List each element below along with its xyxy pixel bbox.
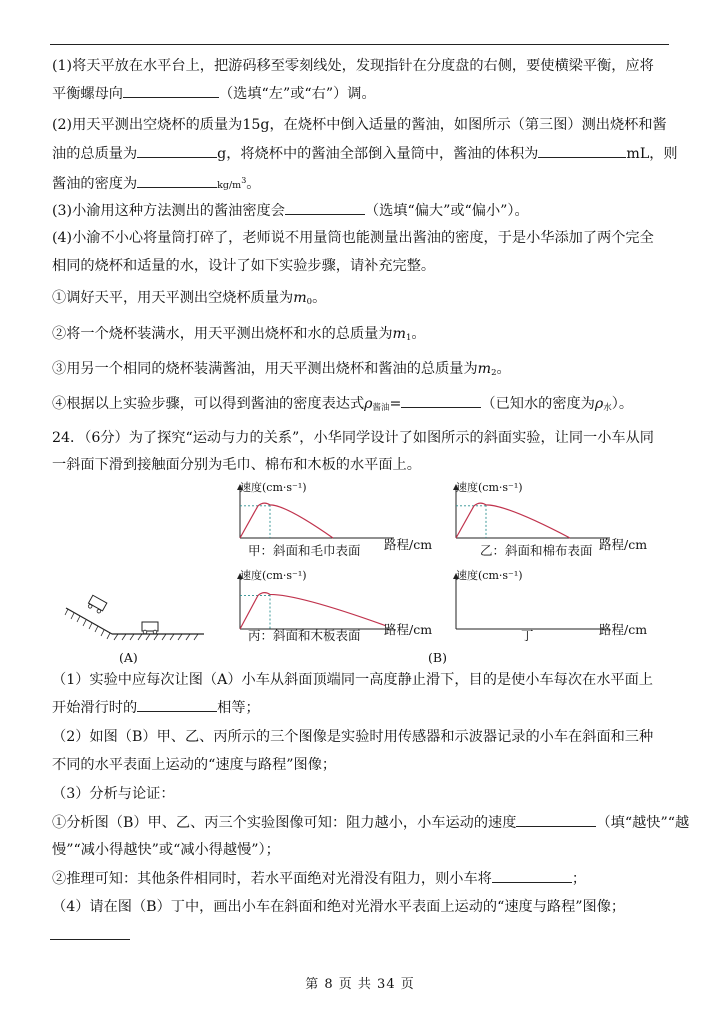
q23-step2: ②将一个烧杯装满水，用天平测出烧杯和水的总质量为$m_1$。 xyxy=(52,326,426,343)
y-axis-label: 速度(cm·s⁻¹) xyxy=(240,569,307,582)
series-incline-segment xyxy=(240,506,258,538)
answer-blank[interactable] xyxy=(516,812,596,827)
y-axis-label: 速度(cm·s⁻¹) xyxy=(240,481,307,494)
q23-part2-line1: (2)用天平测出空烧杯的质量为15g，在烧杯中倒入适量的酱油，如图所示（第三图）测出烧杯和酱 xyxy=(52,117,667,133)
answer-blank[interactable] xyxy=(401,393,481,408)
y-axis-label: 速度(cm·s⁻¹) xyxy=(456,569,523,582)
q24-part1-line2: 开始滑行时的 相等； xyxy=(52,697,672,718)
answer-blank[interactable] xyxy=(137,143,217,158)
q24-part1-line1: （1）实验中应每次让图（A）小车从斜面顶端同一高度静止滑下，目的是使小车每次在水平面上 xyxy=(52,672,653,688)
incline-surface xyxy=(66,608,112,634)
answer-blank[interactable] xyxy=(137,173,217,188)
x-axis-label: 路程/cm xyxy=(599,622,648,637)
q23-part2-line2: 油的总质量为 g，将烧杯中的酱油全部倒入量筒中，酱油的体积为 mL，则 xyxy=(52,143,672,164)
y-axis-label: 速度(cm·s⁻¹) xyxy=(456,481,523,494)
q24-part3-item1-line2: 慢”“减小得越快”或“减小得越慢”）； xyxy=(52,842,280,858)
x-axis-label: 路程/cm xyxy=(599,537,648,552)
chart-title: 乙：斜面和棉布表面 xyxy=(480,543,593,558)
q23-part4-line1: (4)小渝不小心将量筒打碎了，老师说不用量筒也能测量出酱油的密度，于是小华添加了两个完全 xyxy=(52,230,654,246)
figure-a-label: (A) xyxy=(119,650,138,665)
series-velocity-curve xyxy=(474,503,570,538)
q23-part4-line2: 相同的烧杯和适量的水，设计了如下实验步骤，请补充完整。 xyxy=(52,258,436,274)
q23-part3: (3)小渝用这种方法测出的酱油密度会 （选填“偏大”或“偏小”）。 xyxy=(52,200,672,221)
q24-intro-line2: 一斜面下滑到接触面分别为毛巾、棉布和木板的水平面上。 xyxy=(52,457,421,473)
q23-part1-line1: (1)将天平放在水平台上，把游码移至零刻线处，发现指针在分度盘的右侧，要使横梁平衡，应将 xyxy=(52,58,654,74)
horizontal-hatching xyxy=(114,634,198,640)
chart-title: 丁 xyxy=(521,628,534,643)
series-incline-segment xyxy=(456,506,474,538)
q24-part3-item2: ②推理可知：其他条件相同时，若水平面绝对光滑没有阻力，则小车将 ； xyxy=(52,868,672,889)
q24-intro-line1: 24．（6分）为了探究“运动与力的关系”，小华同学设计了如图所示的斜面实验，让同一小车从同 xyxy=(52,430,654,446)
q24-part2-line2: 不同的水平表面上运动的“速度与路程”图像； xyxy=(52,757,337,773)
q24-part2-line1: （2）如图（B）甲、乙、丙所示的三个图像是实验时用传感器和示波器记录的小车在斜面和三种 xyxy=(52,729,654,745)
q23-step3: ③用另一个相同的烧杯装满酱油，用天平测出烧杯和酱油的总质量为$m_2$。 xyxy=(52,361,511,378)
answer-blank[interactable] xyxy=(137,697,217,712)
page-footer: 第 8 页 共 34 页 xyxy=(305,977,415,992)
q23-part1-line2: 平衡螺母向 （选填“左”或“右”）调。 xyxy=(52,83,672,104)
x-axis-label: 路程/cm xyxy=(384,622,433,637)
chart-title: 甲：斜面和毛巾表面 xyxy=(248,543,361,558)
top-rule xyxy=(50,44,669,45)
q23-step1: ①调好天平，用天平测出空烧杯质量为$m_0$。 xyxy=(52,290,327,307)
series-velocity-curve xyxy=(258,503,333,538)
series-velocity-curve xyxy=(258,593,386,626)
figure-b-label: (B) xyxy=(428,650,447,665)
q24-part3-heading: （3）分析与论证： xyxy=(52,786,175,802)
q24-part4: （4）请在图（B）丁中，画出小车在斜面和绝对光滑水平表面上运动的“速度与路程”图像； xyxy=(52,899,626,915)
series-incline-segment xyxy=(240,595,258,629)
q24-part3-item1-line1: ①分析图（B）甲、乙、丙三个实验图像可知：阻力越小，小车运动的速度 （填“越快”“越 xyxy=(52,812,672,833)
answer-blank[interactable] xyxy=(285,200,365,215)
answer-blank[interactable] xyxy=(492,868,572,883)
x-axis-label: 路程/cm xyxy=(384,537,433,552)
cart-on-horizontal xyxy=(142,622,158,634)
answer-blank[interactable] xyxy=(123,83,219,98)
incline-hatching xyxy=(65,609,110,639)
figure-a-incline xyxy=(66,598,211,644)
q23-step4: ④根据以上实验步骤，可以得到酱油的密度表达式$\rho_{酱油}=$ （已知水的密度为$\rho_水$）。 xyxy=(52,393,672,418)
chart-title: 丙：斜面和木板表面 xyxy=(248,628,361,643)
q23-part2-line3: 酱油的密度为 $kg/m^3$。 xyxy=(52,171,672,196)
answer-blank[interactable] xyxy=(538,143,626,158)
cart-on-incline xyxy=(87,595,107,614)
bottom-short-rule xyxy=(50,939,130,940)
